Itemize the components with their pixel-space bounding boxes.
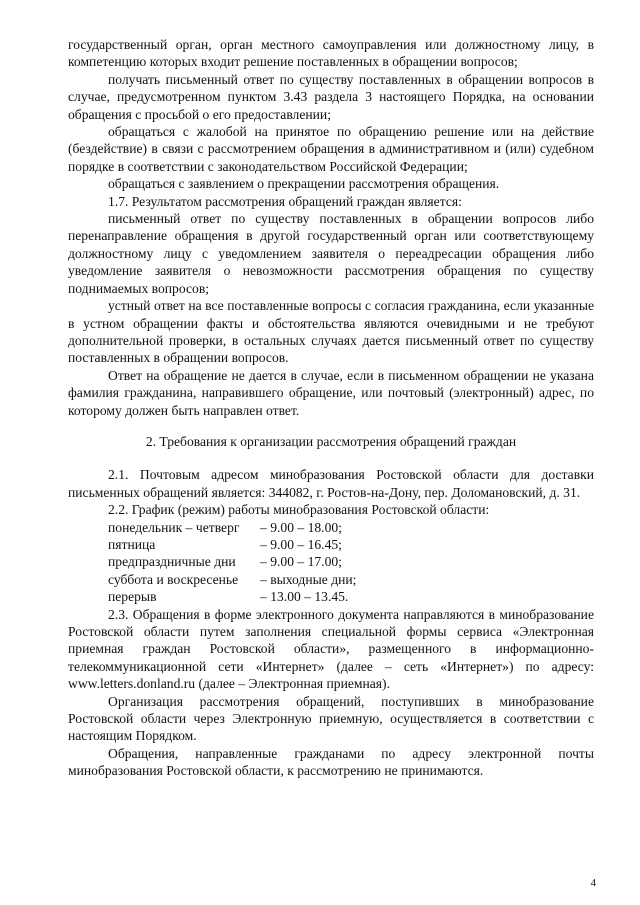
schedule-row: [108, 553, 594, 570]
paragraph-schedule-intro: 2.2. График (режим) работы минобразования Ростовской области:: [108, 502, 490, 518]
work-schedule: [68, 519, 594, 606]
paragraph-right-written-answer: получать письменный ответ по существу поставленных в обращении вопросов в случае, предусмотренном пунктом 3.43 раздела 3 настоящего Порядка, на основании обращения с просьбой о его предоставлении;: [68, 71, 594, 122]
schedule-time: – 9.00 – 17.00;: [260, 554, 342, 570]
schedule-time: – 9.00 – 18.00;: [260, 519, 342, 535]
schedule-time: – 9.00 – 16.45;: [260, 536, 342, 552]
document-page: [68, 36, 594, 780]
paragraph-postal-address: 2.1. Почтовым адресом минобразования Ростовской области для доставки письменных обращений является: 344082, г. Ростов-на-Дону, пер. Доломановский, д. 31.: [68, 467, 594, 500]
schedule-time: – 13.00 – 13.45.: [260, 589, 349, 605]
paragraph-right-complaint: обращаться с жалобой на принятое по обращению решение или на действие (бездействие) в связи с рассмотрением обращения в административном и (или) судебном порядке в соответствии с законодательством Российской Федерации;: [68, 124, 594, 174]
paragraph-result-written: письменный ответ по существу поставленных в обращении вопросов либо перенаправление обращения в другой государственный орган или соответствующему должностному лицу с уведомлением заявителя о переадресации обращения либо уведомление заявителя о невозможности рассмотрения обращения по существу поднимаемых вопросов;: [68, 211, 594, 296]
schedule-day: перерыв: [108, 589, 157, 605]
schedule-day: понедельник – четверг: [108, 519, 240, 535]
paragraph-right-withdraw: обращаться с заявлением о прекращении рассмотрения обращения.: [108, 176, 500, 192]
paragraph-electronic-reception: 2.3. Обращения в форме электронного документа направляются в минобразование Ростовской области путем заполнения специальной формы сервиса «Электронная приемная граждан Ростовской области», размещенного в информационно-телекоммуникационной сети «Интернет» (далее – сеть «Интернет») по адресу: www.letters.donland.ru (далее – Электронная приемная).: [68, 606, 594, 692]
schedule-row: [108, 519, 594, 536]
schedule-day: пятница: [108, 536, 156, 552]
paragraph-rights-continuation: государственный орган, орган местного самоуправления или должностному лицу, в компетенцию которых входит решение поставленных в обращении вопросов;: [68, 37, 594, 70]
page-number: 4: [590, 877, 596, 889]
paragraph-result-intro: 1.7. Результатом рассмотрения обращений граждан является:: [108, 193, 462, 209]
paragraph-email-not-accepted: Обращения, направленные гражданами по адресу электронной почты минобразования Ростовской области, к рассмотрению не принимаются.: [68, 745, 594, 779]
paragraph-organization: Организация рассмотрения обращений, поступивших в минобразование Ростовской области через Электронную приемную, осуществляется в соответствии с настоящим Порядком.: [68, 693, 594, 744]
schedule-day: предпраздничные дни: [108, 554, 236, 570]
schedule-time: – выходные дни;: [260, 571, 357, 587]
paragraph-result-oral: устный ответ на все поставленные вопросы с согласия гражданина, если указанные в устном обращении факты и обстоятельства являются очевидными и не требуют дополнительной проверки, в остальных случаях дается письменный ответ по существу поставленных в обращении вопросов.: [68, 298, 594, 366]
paragraph-no-answer: Ответ на обращение не дается в случае, если в письменном обращении не указана фамилия гражданина, направившего обращение, или почтовый (электронный) адрес, по которому должен быть направлен ответ.: [68, 367, 594, 418]
schedule-row: [108, 536, 594, 553]
schedule-row: [108, 588, 594, 605]
section-heading: 2. Требования к организации рассмотрения обращений граждан: [145, 433, 517, 449]
schedule-day: суббота и воскресенье: [108, 571, 239, 587]
schedule-row: [108, 571, 594, 588]
